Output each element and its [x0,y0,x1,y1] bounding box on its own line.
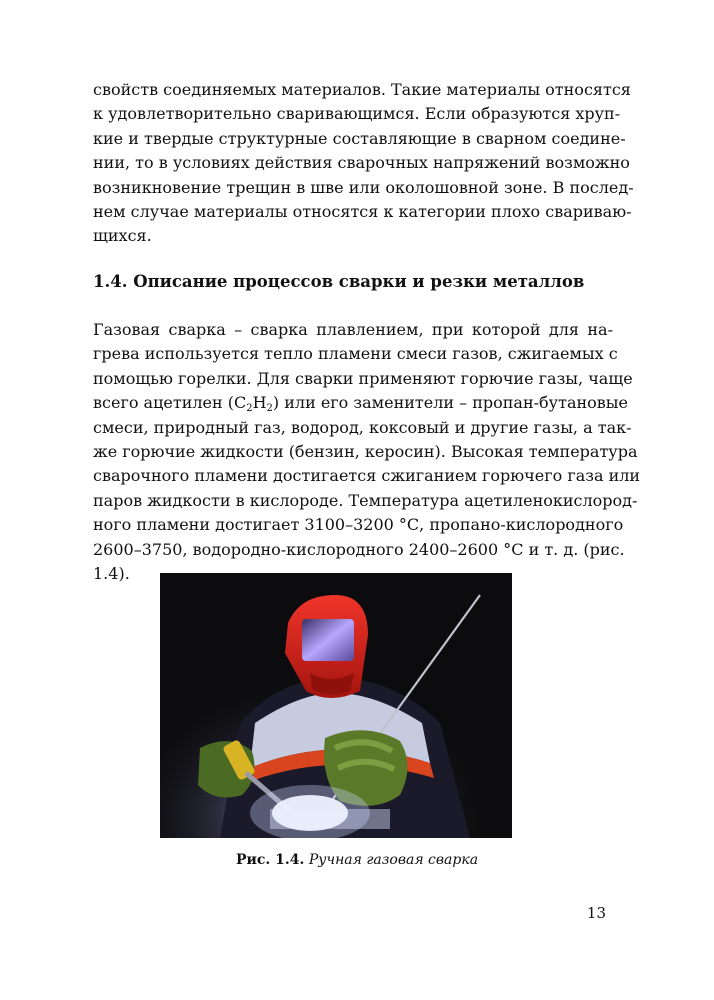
text-line: кие и твердые структурные составляющие в сварном соедине- [93,128,626,148]
paragraph-properties [93,78,634,249]
text-line: сварочного пламени достигается сжиганием горючего газа или [93,466,641,486]
text-line: 2600–3750, водородно-кислородного 2400–2600 °С и т. д. (рис. [93,539,625,559]
caption-text: Ручная газовая сварка [308,852,479,868]
subscript: 2 [246,403,253,415]
text-fragment: H [252,393,267,413]
text-line: нем случае материалы относятся к категории плохо свариваю- [93,202,632,222]
text-line: ного пламени достигает 3100–3200 °С, пропано-кислородного [93,515,624,535]
welding-photo [160,573,512,838]
text-line: к удовлетворительно сваривающимся. Если образуются хруп- [93,104,621,124]
text-line: возникновение трещин в шве или околошовной зоне. В послед- [93,177,634,197]
text-line: грева используется тепло пламени смеси газов, сжигаемых с [93,344,618,364]
figure-caption [0,852,714,868]
welder-illustration [160,573,512,838]
section-heading: 1.4. Описание процессов сварки и резки металлов [93,272,585,291]
text-line: щихся. [93,226,152,246]
text-line [93,318,613,342]
text-line: паров жидкости в кислороде. Температура ацетиленокислород- [93,490,638,510]
page-number: 13 [586,904,606,922]
text-line: свойств соединяемых материалов. Такие материалы относятся [93,80,631,99]
text-line-content: Газовая сварка – сварка плавлением, при которой для на- [93,320,613,339]
text-line: нии, то в условиях действия сварочных напряжений возможно [93,153,630,173]
text-line: же горючие жидкости (бензин, керосин). Высокая температура [93,442,638,462]
text-line: помощью горелки. Для сварки применяют горючие газы, чаще [93,368,633,388]
paragraph-gas-welding [93,318,641,586]
text-fragment: всего ацетилен (C [93,393,247,413]
text-fragment: ) или его заменители – пропан-бутановые [272,393,628,413]
text-line: 1.4). [93,564,130,584]
subscript: 2 [266,403,273,415]
text-line: смеси, природный газ, водород, коксовый и другие газы, а так- [93,417,632,437]
caption-label: Рис. 1.4. [235,852,305,868]
text-line-formula [93,391,628,415]
